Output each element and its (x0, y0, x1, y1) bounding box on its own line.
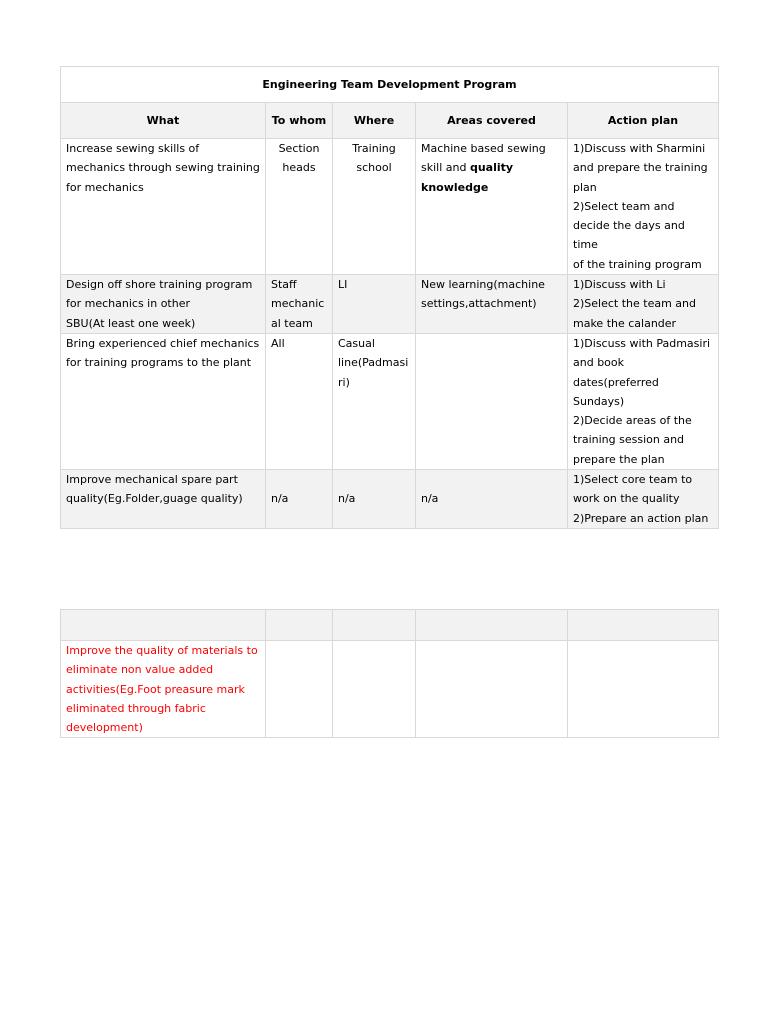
cell-to-whom: Staff mechanic al team (266, 275, 333, 334)
table-title: Engineering Team Development Program (61, 67, 719, 103)
table-row (61, 333, 719, 469)
cell-what: Bring experienced chief mechanics for training programs to the plant (61, 333, 266, 469)
cell-where: Training school (333, 139, 416, 275)
blank-cell (416, 641, 568, 738)
cell-where: n/a (333, 470, 416, 529)
cell-action-plan: 1)Discuss with Li 2)Select the team and make the calander (568, 275, 719, 334)
cell-what: Design off shore training program for mechanics in other SBU(At least one week) (61, 275, 266, 334)
blank-cell (61, 610, 266, 641)
header-areas-covered: Areas covered (416, 103, 568, 139)
header-to-whom: To whom (266, 103, 333, 139)
cell-what: Increase sewing skills of mechanics through sewing training for mechanics (61, 139, 266, 275)
cell-areas-covered: New learning(machine settings,attachment) (416, 275, 568, 334)
cell-areas-covered: n/a (416, 470, 568, 529)
blank-cell (333, 641, 416, 738)
cell-areas-covered (416, 139, 568, 275)
secondary-table (60, 609, 719, 738)
cell-action-plan: 1)Discuss with Padmasiri and book dates(preferred Sundays) 2)Decide areas of the training session and prepare the plan (568, 333, 719, 469)
table-row (61, 139, 719, 275)
blank-cell (568, 641, 719, 738)
blank-header-row (61, 610, 719, 641)
blank-cell (568, 610, 719, 641)
blank-cell (266, 641, 333, 738)
cell-to-whom: n/a (266, 470, 333, 529)
header-where: Where (333, 103, 416, 139)
cell-to-whom: Section heads (266, 139, 333, 275)
engineering-development-table (60, 66, 719, 529)
blank-cell (333, 610, 416, 641)
areas-text: Machine based sewing skill and (421, 142, 546, 175)
blank-cell (416, 610, 568, 641)
cell-where: Casual line(Padmasi ri) (333, 333, 416, 469)
cell-areas-covered (416, 333, 568, 469)
cell-to-whom: All (266, 333, 333, 469)
table-row (61, 470, 719, 529)
table-row (61, 641, 719, 738)
cell-action-plan: 1)Discuss with Sharmini and prepare the training plan 2)Select team and decide the days and time of the training program (568, 139, 719, 275)
title-row (61, 67, 719, 103)
cell-where: LI (333, 275, 416, 334)
cell-what: Improve mechanical spare part quality(Eg.Folder,guage quality) (61, 470, 266, 529)
header-action-plan: Action plan (568, 103, 719, 139)
header-what: What (61, 103, 266, 139)
table-row (61, 275, 719, 334)
cell-what: Improve the quality of materials to eliminate non value added activities(Eg.Foot preasure mark eliminated through fabric development) (61, 641, 266, 738)
blank-cell (266, 610, 333, 641)
cell-action-plan: 1)Select core team to work on the quality 2)Prepare an action plan (568, 470, 719, 529)
header-row (61, 103, 719, 139)
areas-bold-text: quality knowledge (421, 161, 514, 194)
